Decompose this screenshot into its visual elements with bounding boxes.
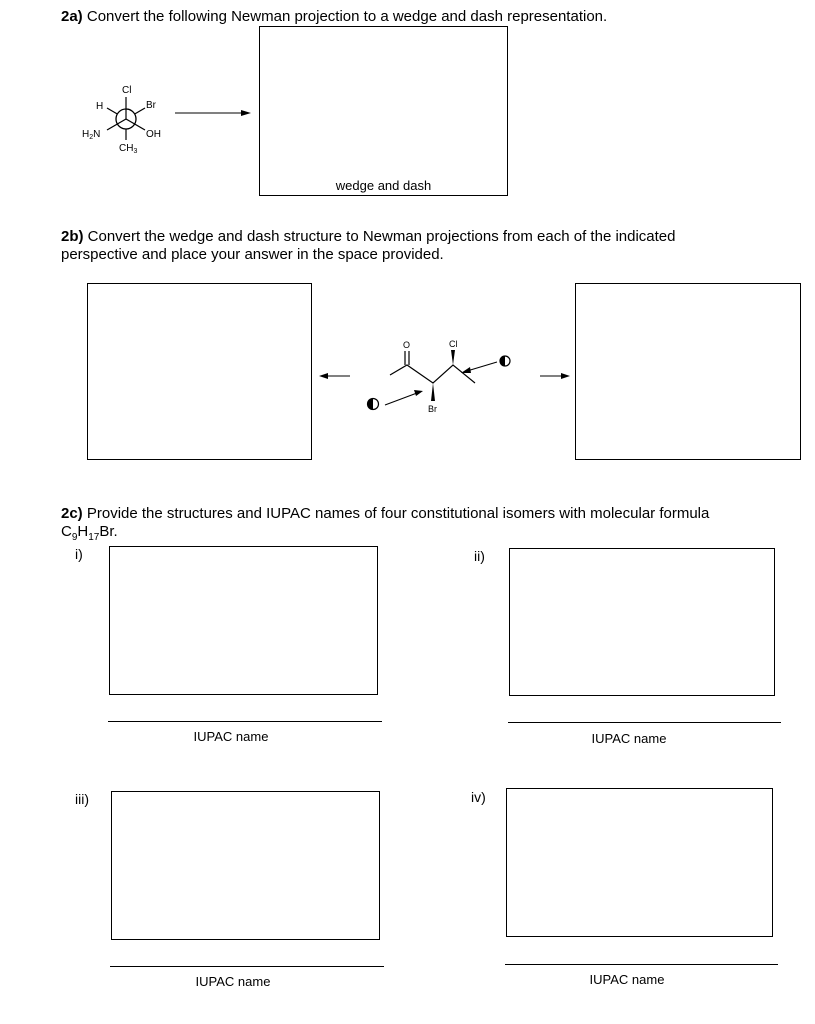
eye-arrow-right-line [467, 362, 497, 371]
question-2a [61, 8, 801, 26]
carbonyl-oxygen-label: O [403, 340, 411, 350]
question-2b [61, 228, 801, 264]
bromine-label: Br [428, 404, 437, 414]
isomer-2-caption: IUPAC name [591, 731, 667, 746]
isomer-3-caption: IUPAC name [195, 974, 271, 989]
question-2b-label: 2b) [61, 228, 84, 245]
newman-oh-label: OH [146, 129, 161, 140]
isomer-3-numeral: iii) [75, 791, 89, 807]
answer-box-2b-right[interactable] [575, 283, 801, 460]
question-2c-label: 2c) [61, 505, 83, 522]
back-bond-upright [135, 108, 145, 114]
isomer-4-numeral: iv) [471, 789, 486, 805]
isomer-1-numeral: i) [75, 546, 83, 562]
wedge-bond-br [431, 383, 435, 401]
isomer-4-caption: IUPAC name [589, 972, 665, 987]
question-2a-label: 2a) [61, 8, 83, 25]
newman-top-label: Cl [122, 85, 132, 96]
eye-arrow-left-head [414, 390, 423, 396]
newman-nh2-label: $H_2N$ [82, 129, 101, 141]
question-2c-text-line1: Provide the structures and IUPAC names of four constitutional isomers with molecular formula [82, 505, 710, 522]
wedge-dash-molecule [355, 335, 525, 420]
isomer-2-name-line[interactable] [508, 722, 781, 723]
answer-box-isomer-3[interactable] [111, 791, 380, 940]
back-bond-upleft [107, 108, 117, 114]
answer-box-2a[interactable] [259, 26, 508, 196]
answer-box-2b-left[interactable] [87, 283, 312, 460]
arrow-2b-right [538, 370, 572, 382]
isomer-3-name-line[interactable] [110, 966, 384, 967]
isomer-1-name-line[interactable] [108, 721, 382, 722]
wedge-bond-cl [451, 350, 455, 365]
newman-ch3-label: $CH_3$ [119, 143, 138, 155]
eye-arrow-right-head [461, 367, 471, 373]
carbon-skeleton [390, 365, 475, 383]
question-2b-text-line1: Convert the wedge and dash structure to Newman projections from each of the indicated [83, 228, 676, 245]
isomer-1-caption: IUPAC name [193, 729, 269, 744]
newman-left-h-label: H [96, 101, 104, 112]
arrow-2a [173, 107, 253, 119]
eye-arrow-left-line [385, 393, 417, 405]
question-2c [61, 505, 806, 547]
answer-box-isomer-1[interactable] [109, 546, 378, 695]
newman-projection [76, 82, 176, 162]
answer-box-isomer-4[interactable] [506, 788, 773, 937]
answer-box-isomer-2[interactable] [509, 548, 775, 696]
isomer-2-numeral: ii) [474, 548, 485, 564]
question-2a-text: Convert the following Newman projection to a wedge and dash representation. [82, 8, 608, 25]
isomer-4-name-line[interactable] [505, 964, 778, 965]
answer-box-2a-caption: wedge and dash [335, 178, 432, 193]
newman-br-label: Br [146, 100, 156, 111]
molecular-formula: $C_9H_{17}Br$. [61, 523, 118, 543]
arrow-2b-left [318, 370, 352, 382]
question-2b-text-line2: perspective and place your answer in the space provided. [61, 246, 444, 263]
chlorine-label: Cl [449, 339, 458, 349]
